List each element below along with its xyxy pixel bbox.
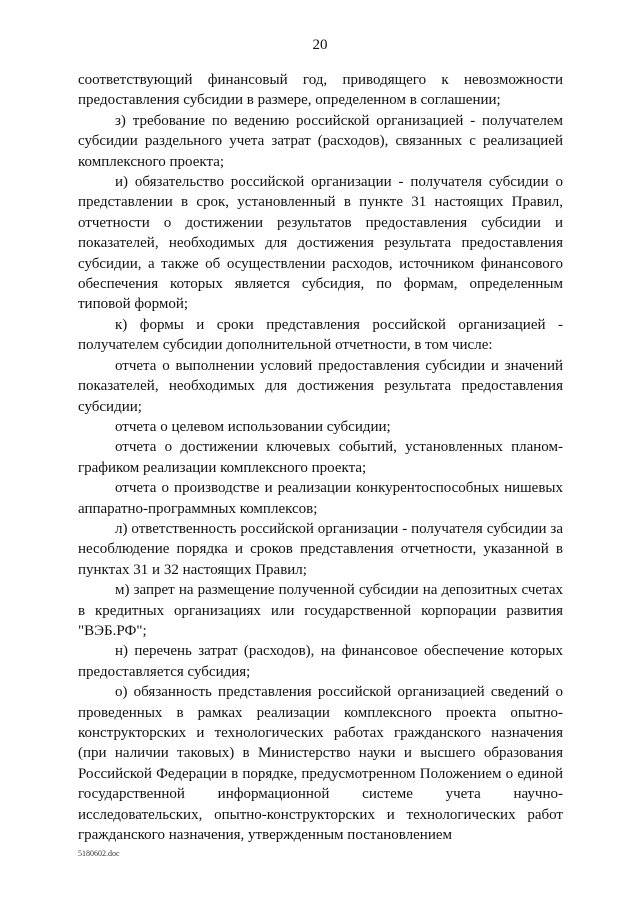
paragraph-report-production: отчета о производстве и реализации конкурентоспособных нишевых аппаратно-программных комплексов; <box>78 480 563 517</box>
paragraph-item-l: л) ответственность российской организации - получателя субсидии за несоблюдение порядка и сроков представления отчетности, указанной в пунктах 31 и 32 настоящих Правил; <box>78 520 563 578</box>
paragraph-item-i: и) обязательство российской организации - получателя субсидии о представлении в срок, установленный в пункте 31 настоящих Правил, отчетности о достижении результатов предоставления субсидии и показателей, необходимых для достижения результата предоставления субсидии, а также об осуществлении расходов, источником финансового обеспечения которых является субсидия, по формам, определенным типовой формой; <box>78 174 563 313</box>
paragraph-continuation: соответствующий финансовый год, приводящего к невозможности предоставления субсидии в размере, определенном в соглашении; <box>78 72 563 109</box>
paragraph-item-m: м) запрет на размещение полученной субсидии на депозитных счетах в кредитных организациях или государственной корпорации развития "ВЭБ.РФ"; <box>78 582 563 639</box>
paragraph-item-k: к) формы и сроки представления российской организацией - получателем субсидии дополнительной отчетности, в том числе: <box>78 316 563 354</box>
paragraph-report-target-use: отчета о целевом использовании субсидии; <box>115 418 391 435</box>
page-number: 20 <box>312 37 328 53</box>
paragraph-report-conditions: отчета о выполнении условий предоставления субсидии и значений показателей, необходимых для достижения результата предоставления субсидии; <box>78 357 563 415</box>
paragraph-item-z: з) требование по ведению российской организацией - получателем субсидии раздельного учета затрат (расходов), связанных с реализацией комплексного проекта; <box>78 112 563 170</box>
paragraph-item-n: н) перечень затрат (расходов), на финансовое обеспечение которых предоставляется субсидия; <box>78 643 563 680</box>
paragraph-item-o: о) обязанность представления российской организацией сведений о проведенных в рамках реализации комплексного проекта опытно-конструкторских и технологических работах гражданского назначения (при наличии таковых) в Министерство науки и высшего образования Российской Федерации в порядке, предусмотренном Положением о единой государственной информационной системе учета научно-исследовательских, опытно-конструкторских и технологических работ гражданского назначения, утвержденным постановлением <box>78 684 563 844</box>
document-body <box>78 70 563 845</box>
footer-filename: 5180602.doc <box>78 849 120 858</box>
paragraph-report-key-events: отчета о достижении ключевых событий, установленных планом-графиком реализации комплексного проекта; <box>78 439 563 476</box>
